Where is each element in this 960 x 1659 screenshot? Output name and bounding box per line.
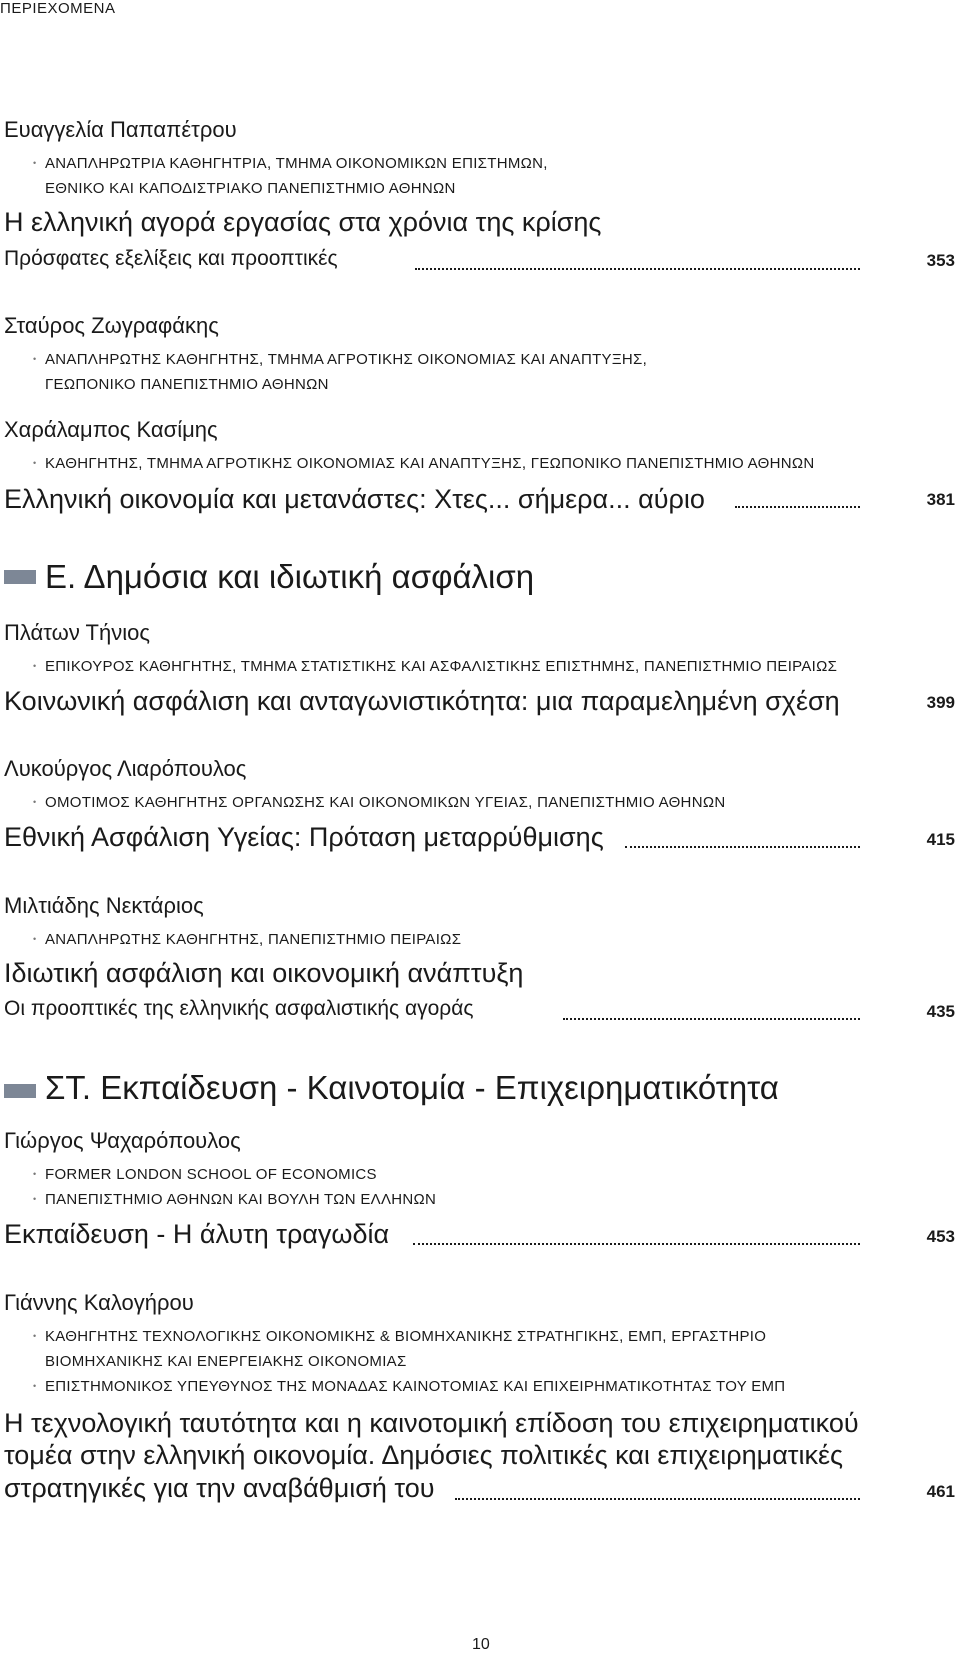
leader-dots (413, 1243, 860, 1245)
affiliation: ΠΑΝΕΠΙΣΤΗΜΙΟ ΑΘΗΝΩΝ ΚΑΙ ΒΟΥΛΗ ΤΩΝ ΕΛΛΗΝΩΝ (45, 1191, 437, 1208)
page-number: 10 (472, 1636, 490, 1653)
leader-dots (455, 1498, 860, 1500)
page-header: ΠΕΡΙΕΧΟΜΕΝΑ (0, 0, 116, 17)
article-title: Εκπαίδευση - Η άλυτη τραγωδία (4, 1219, 390, 1249)
affiliation: ΕΠΙΣΤΗΜΟΝΙΚΟΣ ΥΠΕΥΘΥΝΟΣ ΤΗΣ ΜΟΝΑΔΑΣ ΚΑΙΝΟΤΟΜΙΑΣ ΚΑΙ ΕΠΙΧΕΙΡΗΜΑΤΙΚΟΤΗΤΑΣ ΤΟΥ ΕΜΠ (45, 1378, 786, 1395)
article-title: Ιδιωτική ασφάλιση και οικονομική ανάπτυξη (4, 958, 524, 988)
bullet-icon: • (33, 1381, 37, 1391)
affiliation: ΑΝΑΠΛΗΡΩΤΗΣ ΚΑΘΗΓΗΤΗΣ, ΠΑΝΕΠΙΣΤΗΜΙΟ ΠΕΙΡΑΙΩΣ (45, 931, 462, 948)
author-name: Χαράλαμπος Κασίμης (4, 417, 218, 442)
bullet-icon: • (33, 458, 37, 468)
author-name: Πλάτων Τήνιος (4, 620, 150, 645)
article-title: Η ελληνική αγορά εργασίας στα χρόνια της κρίσης (4, 207, 602, 237)
bullet-icon: • (33, 354, 37, 364)
section-marker (4, 570, 36, 584)
bullet-icon: • (33, 1331, 37, 1341)
leader-dots (625, 846, 860, 848)
article-title-line: στρατηγικές για την αναβάθμισή του (4, 1473, 435, 1503)
bullet-icon: • (33, 1169, 37, 1179)
author-name: Λυκούργος Λιαρόπουλος (4, 756, 247, 781)
page-ref[interactable]: 381 (926, 490, 955, 509)
bullet-icon: • (33, 797, 37, 807)
page-ref[interactable]: 453 (926, 1227, 955, 1246)
affiliation: ΚΑΘΗΓΗΤΗΣ, ΤΜΗΜΑ ΑΓΡΟΤΙΚΗΣ ΟΙΚΟΝΟΜΙΑΣ ΚΑΙ ΑΝΑΠΤΥΞΗΣ, ΓΕΩΠΟΝΙΚΟ ΠΑΝΕΠΙΣΤΗΜΙΟ ΑΘΗΝΩΝ (45, 455, 815, 472)
article-title: Κοινωνική ασφάλιση και ανταγωνιστικότητα: μια παραμελημένη σχέση (4, 686, 840, 716)
affiliation: ΕΘΝΙΚΟ ΚΑΙ ΚΑΠΟΔΙΣΤΡΙΑΚΟ ΠΑΝΕΠΙΣΤΗΜΙΟ ΑΘΗΝΩΝ (45, 180, 456, 197)
page-ref[interactable]: 353 (926, 251, 955, 270)
article-subtitle: Πρόσφατες εξελίξεις και προοπτικές (4, 247, 338, 270)
leader-dots (563, 1018, 860, 1020)
affiliation: FORMER LONDON SCHOOL OF ECONOMICS (45, 1166, 377, 1183)
page-ref[interactable]: 461 (926, 1482, 955, 1501)
article-title-line: Η τεχνολογική ταυτότητα και η καινοτομική επίδοση του επιχειρηματικού (4, 1408, 859, 1438)
affiliation: ΓΕΩΠΟΝΙΚΟ ΠΑΝΕΠΙΣΤΗΜΙΟ ΑΘΗΝΩΝ (45, 376, 329, 393)
article-title: Εθνική Ασφάλιση Υγείας: Πρόταση μεταρρύθμισης (4, 822, 604, 852)
affiliation: ΒΙΟΜΗΧΑΝΙΚΗΣ ΚΑΙ ΕΝΕΡΓΕΙΑΚΗΣ ΟΙΚΟΝΟΜΙΑΣ (45, 1353, 407, 1370)
author-name: Γιώργος Ψαχαρόπουλος (4, 1128, 241, 1153)
affiliation: ΑΝΑΠΛΗΡΩΤΗΣ ΚΑΘΗΓΗΤΗΣ, ΤΜΗΜΑ ΑΓΡΟΤΙΚΗΣ ΟΙΚΟΝΟΜΙΑΣ ΚΑΙ ΑΝΑΠΤΥΞΗΣ, (45, 351, 648, 368)
article-title: Ελληνική οικονομία και μετανάστες: Χτες... σήμερα... αύριο (4, 484, 705, 514)
bullet-icon: • (33, 661, 37, 671)
author-name: Ευαγγελία Παπαπέτρου (4, 117, 237, 142)
article-subtitle: Οι προοπτικές της ελληνικής ασφαλιστικής αγοράς (4, 997, 474, 1020)
page-ref[interactable]: 399 (926, 693, 955, 712)
section-marker (4, 1084, 36, 1098)
author-name: Γιάννης Καλογήρου (4, 1290, 194, 1315)
leader-dots (735, 506, 860, 508)
bullet-icon: • (33, 158, 37, 168)
page-ref[interactable]: 435 (926, 1002, 955, 1021)
author-name: Μιλτιάδης Νεκτάριος (4, 893, 204, 918)
affiliation: ΟΜΟΤΙΜΟΣ ΚΑΘΗΓΗΤΗΣ ΟΡΓΑΝΩΣΗΣ ΚΑΙ ΟΙΚΟΝΟΜΙΚΩΝ ΥΓΕΙΑΣ, ΠΑΝΕΠΙΣΤΗΜΙΟ ΑΘΗΝΩΝ (45, 794, 726, 811)
bullet-icon: • (33, 1194, 37, 1204)
affiliation: ΕΠΙΚΟΥΡΟΣ ΚΑΘΗΓΗΤΗΣ, ΤΜΗΜΑ ΣΤΑΤΙΣΤΙΚΗΣ ΚΑΙ ΑΣΦΑΛΙΣΤΙΚΗΣ ΕΠΙΣΤΗΜΗΣ, ΠΑΝΕΠΙΣΤΗΜΙΟ ΠΕΙΡΑΙΩΣ (45, 658, 838, 675)
page-ref[interactable]: 415 (926, 830, 955, 849)
affiliation: ΚΑΘΗΓΗΤΗΣ ΤΕΧΝΟΛΟΓΙΚΗΣ ΟΙΚΟΝΟΜΙΚΗΣ & ΒΙΟΜΗΧΑΝΙΚΗΣ ΣΤΡΑΤΗΓΙΚΗΣ, ΕΜΠ, ΕΡΓΑΣΤΗΡΙΟ (45, 1328, 767, 1345)
article-title-line: τομέα στην ελληνική οικονομία. Δημόσιες πολιτικές και επιχειρηματικές (4, 1440, 844, 1470)
leader-dots (415, 268, 860, 270)
affiliation: ΑΝΑΠΛΗΡΩΤΡΙΑ ΚΑΘΗΓΗΤΡΙΑ, ΤΜΗΜΑ ΟΙΚΟΝΟΜΙΚΩΝ ΕΠΙΣΤΗΜΩΝ, (45, 155, 548, 172)
section-heading: ΣΤ. Εκπαίδευση - Καινοτομία - Επιχειρηματικότητα (45, 1069, 779, 1106)
section-heading: Ε. Δημόσια και ιδιωτική ασφάλιση (45, 558, 535, 595)
author-name: Σταύρος Ζωγραφάκης (4, 313, 219, 338)
bullet-icon: • (33, 934, 37, 944)
